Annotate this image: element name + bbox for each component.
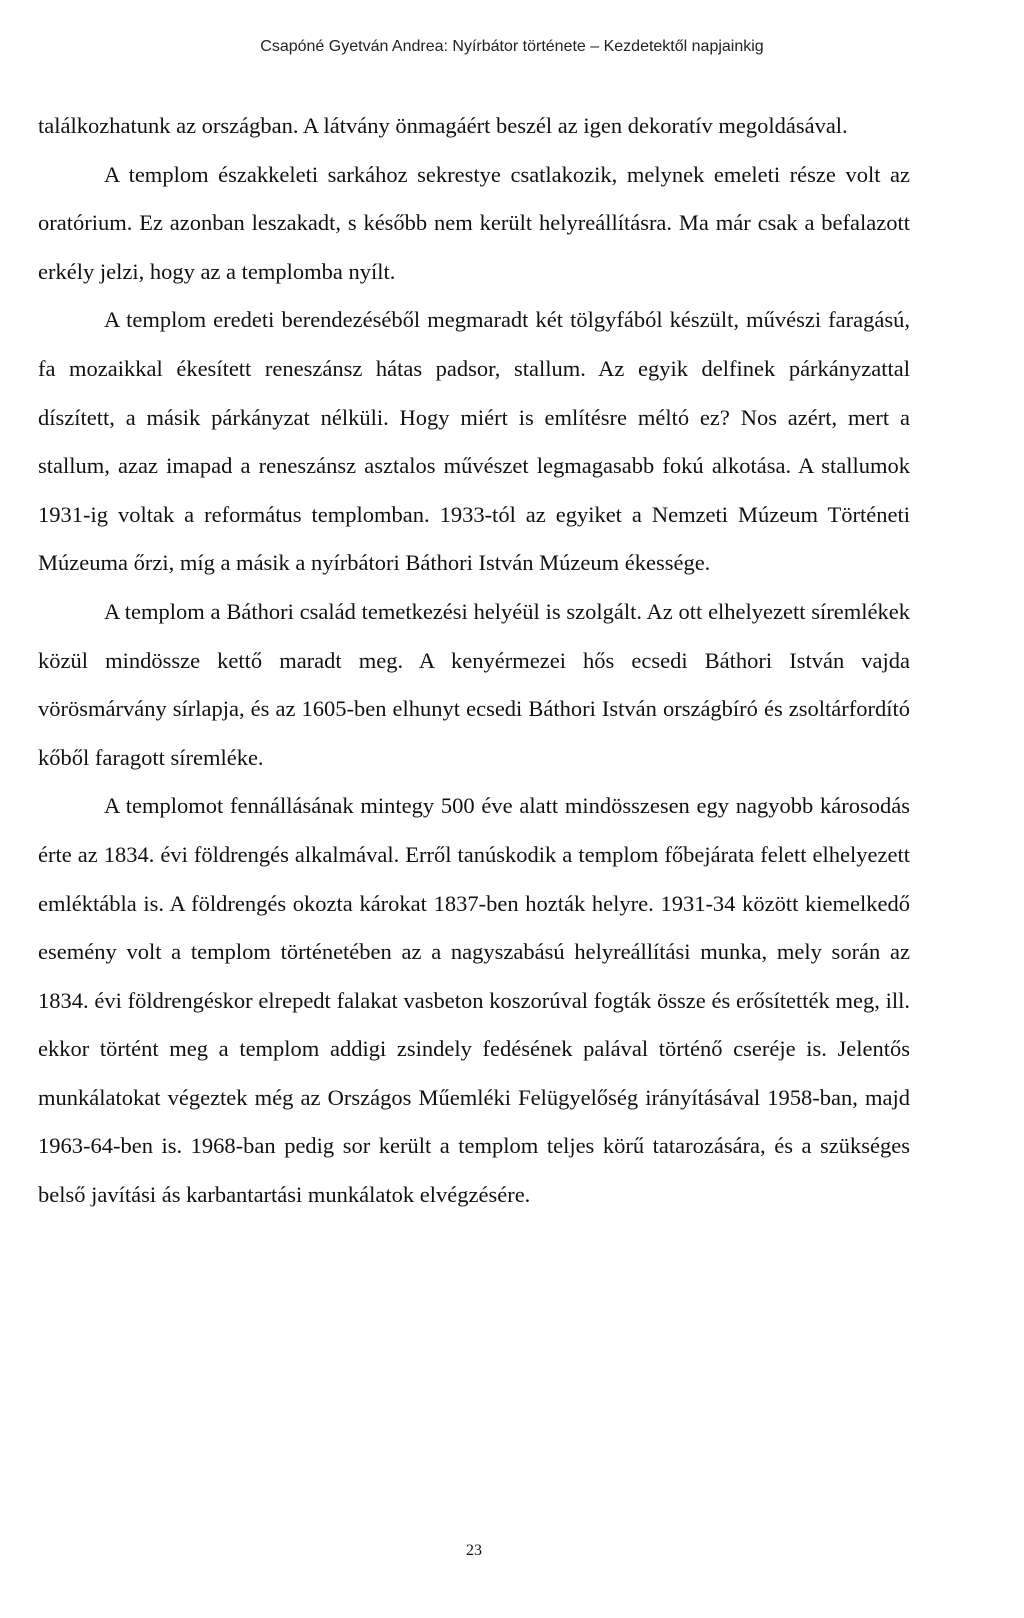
page-number: 23 — [466, 1542, 482, 1559]
paragraph-continuation: találkozhatunk az országban. A látvány önmagáért beszél az igen dekoratív megoldásával. — [38, 113, 848, 138]
paragraph-furnishings: A templom eredeti berendezéséből megmaradt két tölgyfából készült, művészi faragású, fa mozaikkal ékesített reneszánsz hátas padsor, stallum. Az egyik delfinek párkányzattal díszített, a másik párkányzat nélküli. Hogy miért is említésre méltó ez? Nos azért, mert a stallum, azaz imapad a reneszánsz asztalos művészet legmagasabb fokú alkotása. A stallumok 1931-ig voltak a református templomban. 1933-tól az egyiket a Nemzeti Múzeum Történeti Múzeuma őrzi, míg a másik a nyírbátori Báthori István Múzeum ékessége. — [38, 307, 910, 576]
body-text — [38, 102, 910, 1220]
running-header: Csapóné Gyetván Andrea: Nyírbátor története – Kezdetektől napjainkig — [260, 38, 764, 55]
paragraph-restoration: A templomot fennállásának mintegy 500 éve alatt mindösszesen egy nagyobb károsodás érte az 1834. évi földrengés alkalmával. Erről tanúskodik a templom főbejárata felett elhelyezett emléktábla is. A földrengés okozta károkat 1837-ben hozták helyre. 1931-34 között kiemelkedő esemény volt a templom történetében az a nagyszabású helyreállítási munka, mely során az 1834. évi földrengéskor elrepedt falakat vasbeton koszorúval fogták össze és erősítették meg, ill. ekkor történt meg a templom addigi zsindely fedésének palával történő cseréje is. Jelentős munkálatokat végeztek még az Országos Műemléki Felügyelőség irányításával 1958-ban, majd 1963-64-ben is. 1968-ban pedig sor került a templom teljes körű tatarozására, és a szükséges belső javítási ás karbantartási munkálatok elvégzésére. — [38, 793, 910, 1208]
paragraph-sacristy: A templom északkeleti sarkához sekrestye csatlakozik, melynek emeleti része volt az oratórium. Ez azonban leszakadt, s később nem került helyreállításra. Ma már csak a befalazott erkély jelzi, hogy az a templomba nyílt. — [38, 161, 910, 284]
paragraph-burial-place: A templom a Báthori család temetkezési helyéül is szolgált. Az ott elhelyezett síremlékek közül mindössze kettő maradt meg. A kenyérmezei hős ecsedi Báthori István vajda vörösmárvány sírlapja, és az 1605-ben elhunyt ecsedi Báthori István országbíró és zsoltárfordító kőből faragott síremléke. — [38, 598, 910, 770]
